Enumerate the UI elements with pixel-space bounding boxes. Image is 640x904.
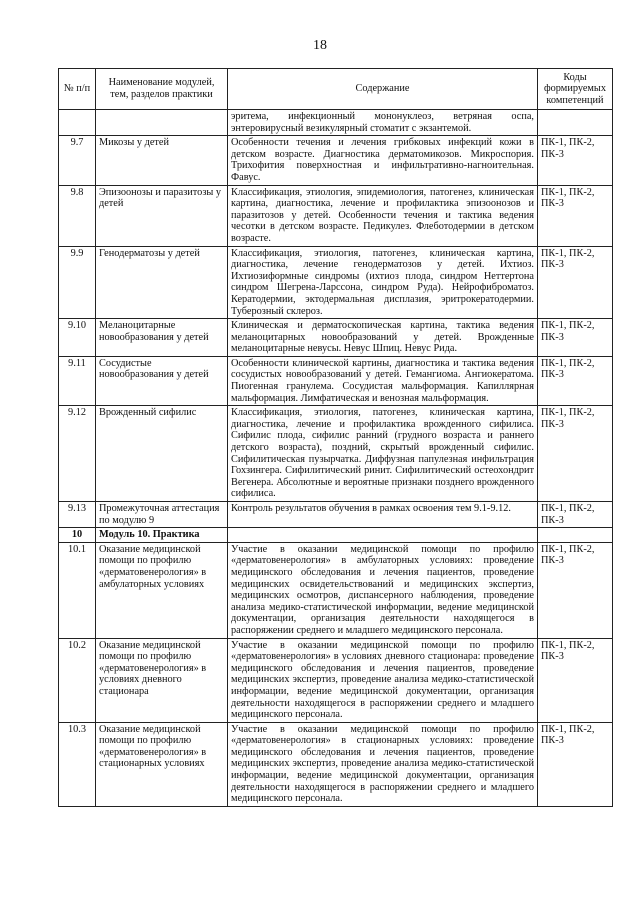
competency-codes: ПК-1, ПК-2, ПК-3 [538,502,613,528]
table-row [59,542,613,638]
table-row [59,185,613,246]
topic-content: Контроль результатов обучения в рамках освоения тем 9.1-9.12. [228,502,538,528]
topic-name: Оказание медицинской помощи по профилю «дерматовенерология» в амбулаторных условиях [96,542,228,638]
topic-content: Особенности клинической картины, диагностика и тактика ведения сосудистых новообразований у детей. Гемангиома. Ангиокератома. Пиогенная гранулема. Сосудистая мальформация. Капиллярная мальформация. Лимфатическая и венозная мальформация. [228,356,538,405]
topic-content: Участие в оказании медицинской помощи по профилю «дерматовенерология» в стационарных условиях: проведение медицинского обследования и лечения пациентов, проведение медицинских экспертиз, проведение анализа медико-статистической информации, ведение медицинской документации, организация деятельности находящегося в распоряжении среднего и младшего медицинского персонала. [228,722,538,806]
competency-codes: ПК-1, ПК-2, ПК-3 [538,136,613,185]
competency-codes [538,528,613,543]
topic-name: Сосудистые новообразования у детей [96,356,228,405]
row-number: 10.2 [59,638,96,722]
table-row [59,356,613,405]
table-row [59,406,613,502]
topic-name: Врожденный сифилис [96,406,228,502]
row-number: 9.7 [59,136,96,185]
competency-codes: ПК-1, ПК-2, ПК-3 [538,542,613,638]
table-row [59,638,613,722]
row-number: 10.1 [59,542,96,638]
topic-content: Классификация, этиология, эпидемиология, патогенез, клиническая картина, диагностика, лечение и профилактика эпизоонозов и паразитозов у детей. Особенности течения и тактика ведения чесотки в детском возрасте. Педикулез. Флеботодермии в детском возрасте. [228,185,538,246]
competency-codes: ПК-1, ПК-2, ПК-3 [538,406,613,502]
topic-name: Оказание медицинской помощи по профилю «дерматовенерология» в условиях дневного стационара [96,638,228,722]
competency-codes: ПК-1, ПК-2, ПК-3 [538,319,613,357]
module-row [59,528,613,543]
curriculum-table [58,68,613,807]
competency-codes: ПК-1, ПК-2, ПК-3 [538,638,613,722]
competency-codes [538,110,613,136]
header-num: № п/п [59,69,96,110]
topic-name: Эпизоонозы и паразитозы у детей [96,185,228,246]
topic-name: Генодерматозы у детей [96,246,228,319]
competency-codes: ПК-1, ПК-2, ПК-3 [538,722,613,806]
topic-content: Классификация, этиология, патогенез, клиническая картина, диагностика, лечение генодерматозов у детей. Ихтиоз. Ихтиозиформные синдромы (ихтиоз плода, синдром Неттертона синдром Шегрена-Ларссона, синдром Руда). Нейрофиброматоз. Кератодермии, эктодермальная дисплазия, эритрокератодермии. Туберозный склероз. [228,246,538,319]
table-body [59,110,613,807]
topic-content [228,528,538,543]
topic-name: Модуль 10. Практика [96,528,228,543]
header-name: Наименование модулей, тем, разделов практики [96,69,228,110]
row-number: 10 [59,528,96,543]
competency-codes: ПК-1, ПК-2, ПК-3 [538,356,613,405]
header-content: Содержание [228,69,538,110]
table-row [59,246,613,319]
row-number: 9.9 [59,246,96,319]
row-number: 9.8 [59,185,96,246]
table-row [59,722,613,806]
topic-content: Участие в оказании медицинской помощи по профилю «дерматовенерология» в амбулаторных условиях: проведение медицинского обследования и лечения пациентов, проведение медицинских освидетельствований и медицинских экспертиз, медицинских осмотров, диспансерного наблюдения, проведение анализа медико-статистической информации, ведение медицинской документации, организация деятельности находящегося в распоряжении среднего и младшего медицинского персонала. [228,542,538,638]
topic-name: Промежуточная аттестация по модулю 9 [96,502,228,528]
header-codes: Коды формируемых компетенций [538,69,613,110]
topic-content: эритема, инфекционный мононуклеоз, ветряная оспа, энтеровирусный везикулярный стоматит с экзантемой. [228,110,538,136]
row-number: 9.10 [59,319,96,357]
page-number: 18 [313,38,327,53]
topic-name: Микозы у детей [96,136,228,185]
topic-name: Меланоцитарные новообразования у детей [96,319,228,357]
topic-name: Оказание медицинской помощи по профилю «дерматовенерология» в стационарных условиях [96,722,228,806]
row-number: 9.11 [59,356,96,405]
table-row [59,502,613,528]
competency-codes: ПК-1, ПК-2, ПК-3 [538,185,613,246]
table-row [59,136,613,185]
topic-content: Клиническая и дерматоскопическая картина, тактика ведения меланоцитарных новообразований у детей. Врожденные меланоцитарные невусы. Невус Шпиц. Невус Рида. [228,319,538,357]
competency-codes: ПК-1, ПК-2, ПК-3 [538,246,613,319]
table-row [59,110,613,136]
row-number: 9.12 [59,406,96,502]
topic-content: Особенности течения и лечения грибковых инфекций кожи в детском возрасте. Диагностика дерматомикозов. Микроспория. Трихофития поверхностная и инфильтративно-нагноительная. Фавус. [228,136,538,185]
row-number: 10.3 [59,722,96,806]
topic-content: Классификация, этиология, патогенез, клиническая картина, диагностика, лечение и профилактика врожденного сифилиса. Сифилис плода, сифилис ранний (грудного возраста и раннего детского возраста), поздний, скрытый врожденный сифилис. Сифилитическая пузырчатка. Диффузная папулезная инфильтрация Гохзингера. Сифилитический ринит. Сифилитический остеохондрит Вегенера. Абсолютные и вероятные признаки позднего врожденного сифилиса. [228,406,538,502]
table-row [59,319,613,357]
table-header-row [59,69,613,110]
topic-name [96,110,228,136]
topic-content: Участие в оказании медицинской помощи по профилю «дерматовенерология» в условиях дневного стационара: проведение медицинского обследования и лечения пациентов, проведение медицинских экспертиз, проведение анализа медико-статистической информации, ведение медицинской документации, организация деятельности находящегося в распоряжении среднего и младшего медицинского персонала. [228,638,538,722]
row-number [59,110,96,136]
row-number: 9.13 [59,502,96,528]
